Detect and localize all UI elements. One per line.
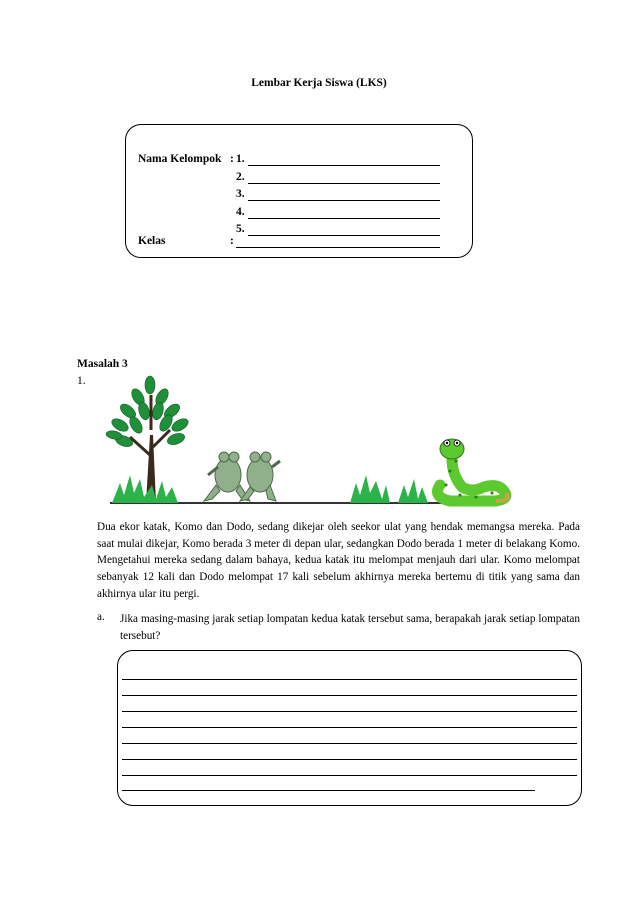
member-number-4: 4. — [236, 206, 245, 218]
problem-heading: Masalah 3 — [77, 358, 128, 370]
answer-line[interactable] — [122, 727, 577, 728]
member-field-4[interactable] — [248, 218, 440, 219]
problem-number: 1. — [77, 375, 86, 387]
member-field-3[interactable] — [248, 200, 440, 201]
answer-line[interactable] — [122, 711, 577, 712]
frog-dodo-icon — [240, 452, 280, 501]
answer-line[interactable] — [122, 695, 577, 696]
class-label: Kelas — [138, 235, 166, 247]
member-number-2: 2. — [236, 171, 245, 183]
class-field[interactable] — [236, 247, 440, 248]
answer-line[interactable] — [122, 775, 577, 776]
group-name-label: Nama Kelompok — [138, 153, 222, 165]
answer-line[interactable] — [122, 790, 535, 791]
member-number-3: 3. — [236, 188, 245, 200]
member-number-5: 5. — [236, 223, 245, 235]
grass-icon — [350, 475, 428, 503]
question-letter: a. — [97, 611, 105, 623]
tree-icon — [105, 376, 190, 503]
class-colon: : — [230, 235, 234, 247]
illustration — [100, 375, 520, 510]
member-field-1[interactable] — [248, 165, 440, 166]
member-field-5[interactable] — [248, 235, 440, 236]
answer-line[interactable] — [122, 743, 577, 744]
snake-icon — [438, 439, 508, 501]
problem-paragraph: Dua ekor katak, Komo dan Dodo, sedang dikejar oleh seekor ulat yang hendak memangsa mereka. Pada saat mulai dikejar, Komo berada 3 meter di depan ular, sedangkan Dodo berada 1 meter di belakang Komo. Mengetahui mereka sedang dalam bahaya, kedua katak itu melompat menjauh dari ular. Komo melompat sebanyak 12 kali dan Dodo melompat 17 kali sebelum akhirnya mereka bertemu di titik yang sama dan akhirnya ular itu pergi. — [97, 521, 580, 600]
identity-box — [125, 124, 473, 258]
answer-line[interactable] — [122, 679, 577, 680]
member-field-2[interactable] — [248, 183, 440, 184]
frog-komo-icon — [204, 452, 250, 501]
question-text: Jika masing-masing jarak setiap lompatan kedua katak tersebut sama, berapakah jarak setiap lompatan tersebut? — [120, 613, 580, 642]
member-number-1: 1. — [236, 153, 245, 165]
group-colon: : — [230, 153, 234, 165]
answer-box[interactable] — [117, 650, 582, 806]
grass-icon — [112, 475, 178, 503]
page-title: Lembar Kerja Siswa (LKS) — [251, 77, 387, 89]
answer-line[interactable] — [122, 759, 577, 760]
